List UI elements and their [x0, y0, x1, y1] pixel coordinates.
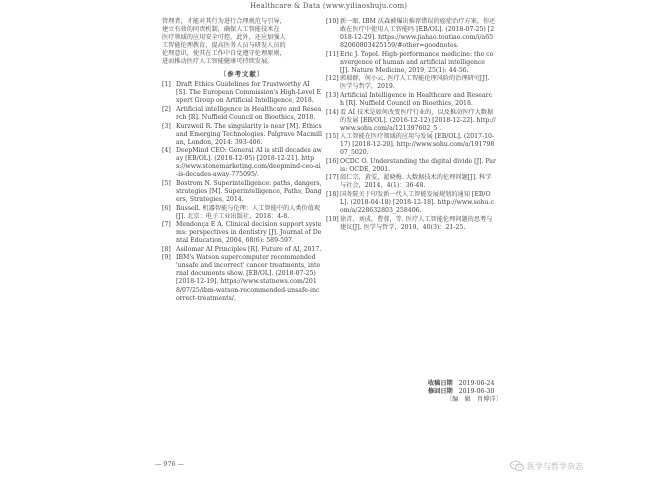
reference-number: [7] [162, 221, 171, 229]
wechat-icon [510, 460, 524, 472]
reference-text: 看 AI 技术是如何改变医疗行业的，以及推动医疗大数据的发展 [EB/OL]. (2016-12-12) [2018-12-22]. http://www.sohu.com/a/121397602_5 . [340, 108, 496, 132]
reference-number: [16] [326, 157, 339, 165]
reference-item [162, 106, 322, 122]
reference-item [326, 109, 496, 133]
reference-item [162, 81, 322, 105]
right-column [326, 18, 496, 232]
reference-number: [18] [326, 190, 339, 198]
reference-item [326, 158, 496, 174]
intro-line: 建立有效的问责机制，确保人工智能技术在 [162, 26, 280, 34]
reference-number: [9] [162, 254, 171, 262]
intro-line: 工智能伦理教育，提高医务人员与研发人员的 [162, 42, 286, 50]
reference-item [326, 216, 496, 232]
reference-list-right [326, 18, 496, 232]
reference-number: [1] [162, 81, 171, 89]
reference-text: IBM's Watson supercomputer recommended 'unsafe and incorrect' cancer treatments, internal documents show. [EB/OL]. (2018-07-25) [2018-12-19]. https://www.statnews.com/2018/07/25/ibm-watson-recommended-unsafe-incorrect-treatments/. [176, 254, 321, 302]
reference-number: [19] [326, 215, 339, 223]
reference-text: DeepMind CEO: General AI is still decades away [EB/OL]. (2018-12-05) [2018-12-21]. https://www.stonemarketing.com/deepmind-ceo-ai-is-decades-away-775095/. [176, 147, 322, 179]
reference-text: 新一眼. IBM 沃森被爆出推荐错误的癌症治疗方案。你还敢在医疗中使用人工智能吗 [EB/OL]. (2018-07-25) [2018-12-29]. https://www.jiahao.toutiao.com/i/a6582060803425159/#other=goodnotes. [340, 18, 496, 50]
reference-number: [2] [162, 105, 171, 113]
reference-text: 国务院关于印发新一代人工智能发展规划的通知 [EB/OL]. (2018-04-18) [2018-12-18]. http://www.sohu.com/a/228632803_258406. [340, 190, 494, 215]
reference-text: Bostrom N. Superintelligence: paths, dangers, strategies [M]. Superintelligence, Paths, Dangers, Strategies, 2014. [176, 179, 322, 203]
reference-item [326, 191, 496, 215]
reference-item [326, 174, 496, 190]
left-column [162, 18, 322, 303]
reference-text: Artificial Intelligence in Healthcare and Research [R]. Nuffield Council on Bioethics, 2018. [340, 91, 493, 107]
reference-item [162, 221, 322, 245]
reference-text: 郭瑞群，何小云. 医疗人工智能伦理风险的治理研究[J]. 医学与哲学，2019. [340, 75, 490, 91]
reference-number: [12] [326, 75, 339, 83]
reference-number: [8] [162, 245, 171, 253]
intro-line: 伦理意识，使其在工作中自觉遵守伦理原则， [162, 50, 286, 58]
reference-text: Eric J. Topol. High-performance medicine: the convergence of human and artificial intelligence [J]. Nature Medicine, 2019, 25(1): 44-56. [340, 50, 494, 74]
reference-number: [14] [326, 108, 339, 116]
intro-paragraph [162, 18, 322, 66]
watermark [510, 460, 583, 472]
reference-text: Kurzweil R. The singularity is near [M]. Ethics and Emerging Technologies. Palgrave Macmillan, London, 2014: 393-406. [176, 122, 322, 146]
intro-line: 进而推动医疗人工智能健康可持续发展。 [162, 58, 274, 66]
reference-text: 人工智能在医疗领域的应用与发展 [EB/OL]. (2017-10-17) [2018-12-20]. http://www.sohu.com/a/19179807_5020. [340, 133, 495, 157]
reference-number: [11] [326, 50, 339, 58]
reference-number: [10] [326, 18, 339, 25]
reference-item [326, 75, 496, 91]
reference-text: Mendonça E A. Clinical decision support systems: perspectives in dentistry [J]. Journal of Dental Education, 2004, 68(6): 589-597. [176, 221, 322, 245]
reference-item [326, 92, 496, 108]
reference-item [162, 180, 322, 204]
intro-line: 管理者，才能对其行为进行合理规范与引导， [162, 18, 286, 25]
reference-text: OCDC O. Understanding the digital divide [J]. Paris: OCDE, 2001. [340, 157, 496, 173]
reference-item [162, 205, 322, 221]
reference-number: [5] [162, 179, 171, 187]
page-number: — 976 — [155, 460, 185, 468]
reference-number: [6] [162, 204, 171, 212]
reference-number: [4] [162, 147, 171, 155]
revised-label: 修回日期 [428, 388, 453, 396]
reference-item [326, 51, 496, 75]
running-head: Healthcare & Data (www.yiliaoshuju.com) [250, 2, 408, 10]
reference-item [162, 254, 322, 302]
received-date-line [428, 380, 502, 388]
editor-line: 〔编 辑 肖博洋〕 [446, 396, 502, 404]
reference-text: Asilomar AI Principles [R]. Future of AI, 2017. [176, 245, 322, 253]
reference-number: [17] [326, 174, 339, 182]
reference-item [162, 246, 322, 254]
reference-item [162, 147, 322, 179]
reference-text: Russell. 机器智能与伦理：人工智能中的人类价值观[J]. 北京：电子工业出版社，2018：4-8. [176, 204, 321, 220]
reference-list-left [162, 81, 322, 302]
submission-dates [428, 380, 502, 405]
revised-date: 2019-06-30 [458, 388, 495, 396]
intro-line: 医疗领域的应用安全可控。此外，还应加强人 [162, 34, 286, 42]
reference-item [162, 123, 322, 147]
watermark-text: 医学与哲学杂志 [527, 461, 583, 471]
reference-text: 徐青，刘成，曹蓉，等. 医疗人工智能伦理问题的思考与建议[J]. 医学与哲学，2019，40(3)：21-25. [340, 215, 493, 231]
received-date: 2019-06-24 [458, 380, 495, 387]
received-label: 收稿日期 [428, 380, 453, 387]
reference-text: Artificial intelligence in Healthcare and Research [R]. Nuffield Council on Bioethics, 2018. [176, 105, 322, 122]
reference-item [326, 133, 496, 157]
reference-item [326, 18, 496, 50]
reference-number: [3] [162, 122, 171, 130]
reference-text: Draft Ethics Guidelines for Trustworthy AI [S]. The European Commission's High-Level Expert Group on Artificial Intelligence, 2018. [176, 81, 322, 105]
reference-text: 邱仁宗，黄雯，翟晓梅. 大数据技术的伦理问题[J]. 科学与社会，2014，4(1)：36-48. [340, 174, 492, 190]
references-heading: 〔参考文献〕 [219, 70, 265, 79]
reference-number: [15] [326, 133, 339, 141]
reference-number: [13] [326, 91, 339, 99]
